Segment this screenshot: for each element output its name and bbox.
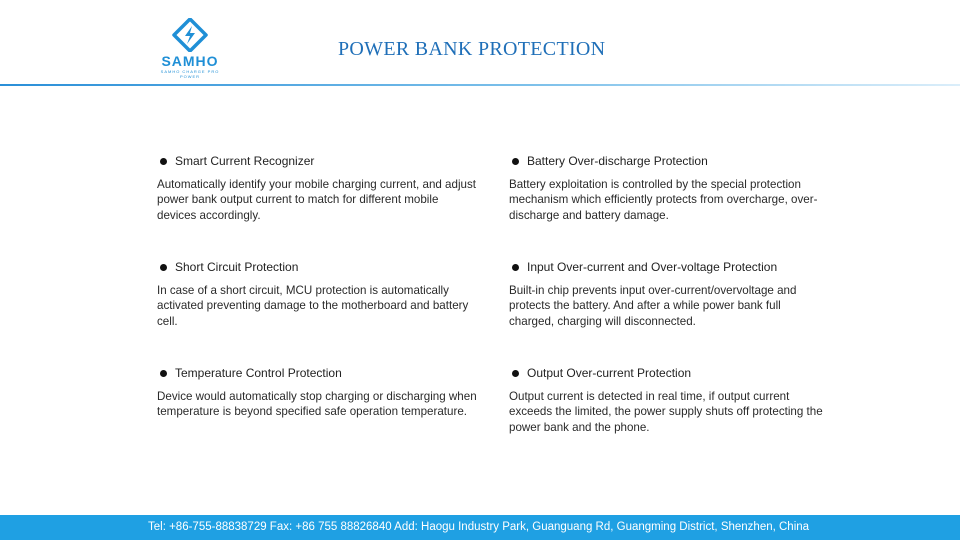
footer-contact: Tel: +86-755-88838729 Fax: +86 755 88826840 Add: Haogu Industry Park, Guanguang Rd, Guangming District, Shenzhen, China xyxy=(148,521,810,533)
feature-description: Battery exploitation is controlled by the special protection mechanism which efficiently protects from overcharge, over-discharge and battery damage. xyxy=(509,178,818,222)
feature-description: Output current is detected in real time, if output current exceeds the limited, the power supply shuts off protecting the power bank and the phone. xyxy=(509,390,823,434)
feature-title: Output Over-current Protection xyxy=(527,366,692,380)
bullet-icon xyxy=(160,158,167,165)
feature-description: Automatically identify your mobile charging current, and adjust power bank output current to match for different mobile devices accordingly. xyxy=(157,178,476,222)
header-divider xyxy=(0,84,960,86)
feature-item xyxy=(157,153,487,223)
feature-item xyxy=(509,259,839,329)
bullet-icon xyxy=(160,370,167,377)
bullet-icon xyxy=(160,264,167,271)
bullet-icon xyxy=(512,370,519,377)
feature-item xyxy=(157,259,487,329)
samho-logo xyxy=(150,18,230,79)
logo-tagline: SAMHO CHARGE PRO POWER xyxy=(160,69,220,79)
feature-item xyxy=(509,365,839,435)
feature-title: Short Circuit Protection xyxy=(175,260,299,274)
feature-description: Device would automatically stop charging or discharging when temperature is beyond specified safe operation temperature. xyxy=(157,390,477,419)
feature-description: In case of a short circuit, MCU protection is automatically activated preventing damage to the motherboard and battery cell. xyxy=(157,284,469,328)
feature-item xyxy=(157,365,487,420)
bullet-icon xyxy=(512,264,519,271)
logo-name: SAMHO xyxy=(161,53,219,69)
feature-title: Temperature Control Protection xyxy=(175,366,342,380)
feature-title: Smart Current Recognizer xyxy=(175,154,315,168)
lightning-diamond-icon xyxy=(172,18,208,52)
feature-description: Built-in chip prevents input over-current/overvoltage and protects the battery. And after a while power bank full charged, charging will disconnected. xyxy=(509,284,797,328)
feature-title: Input Over-current and Over-voltage Protection xyxy=(527,260,778,274)
feature-title: Battery Over-discharge Protection xyxy=(527,154,708,168)
bullet-icon xyxy=(512,158,519,165)
page-title: POWER BANK PROTECTION xyxy=(338,38,606,60)
feature-item xyxy=(509,153,839,223)
